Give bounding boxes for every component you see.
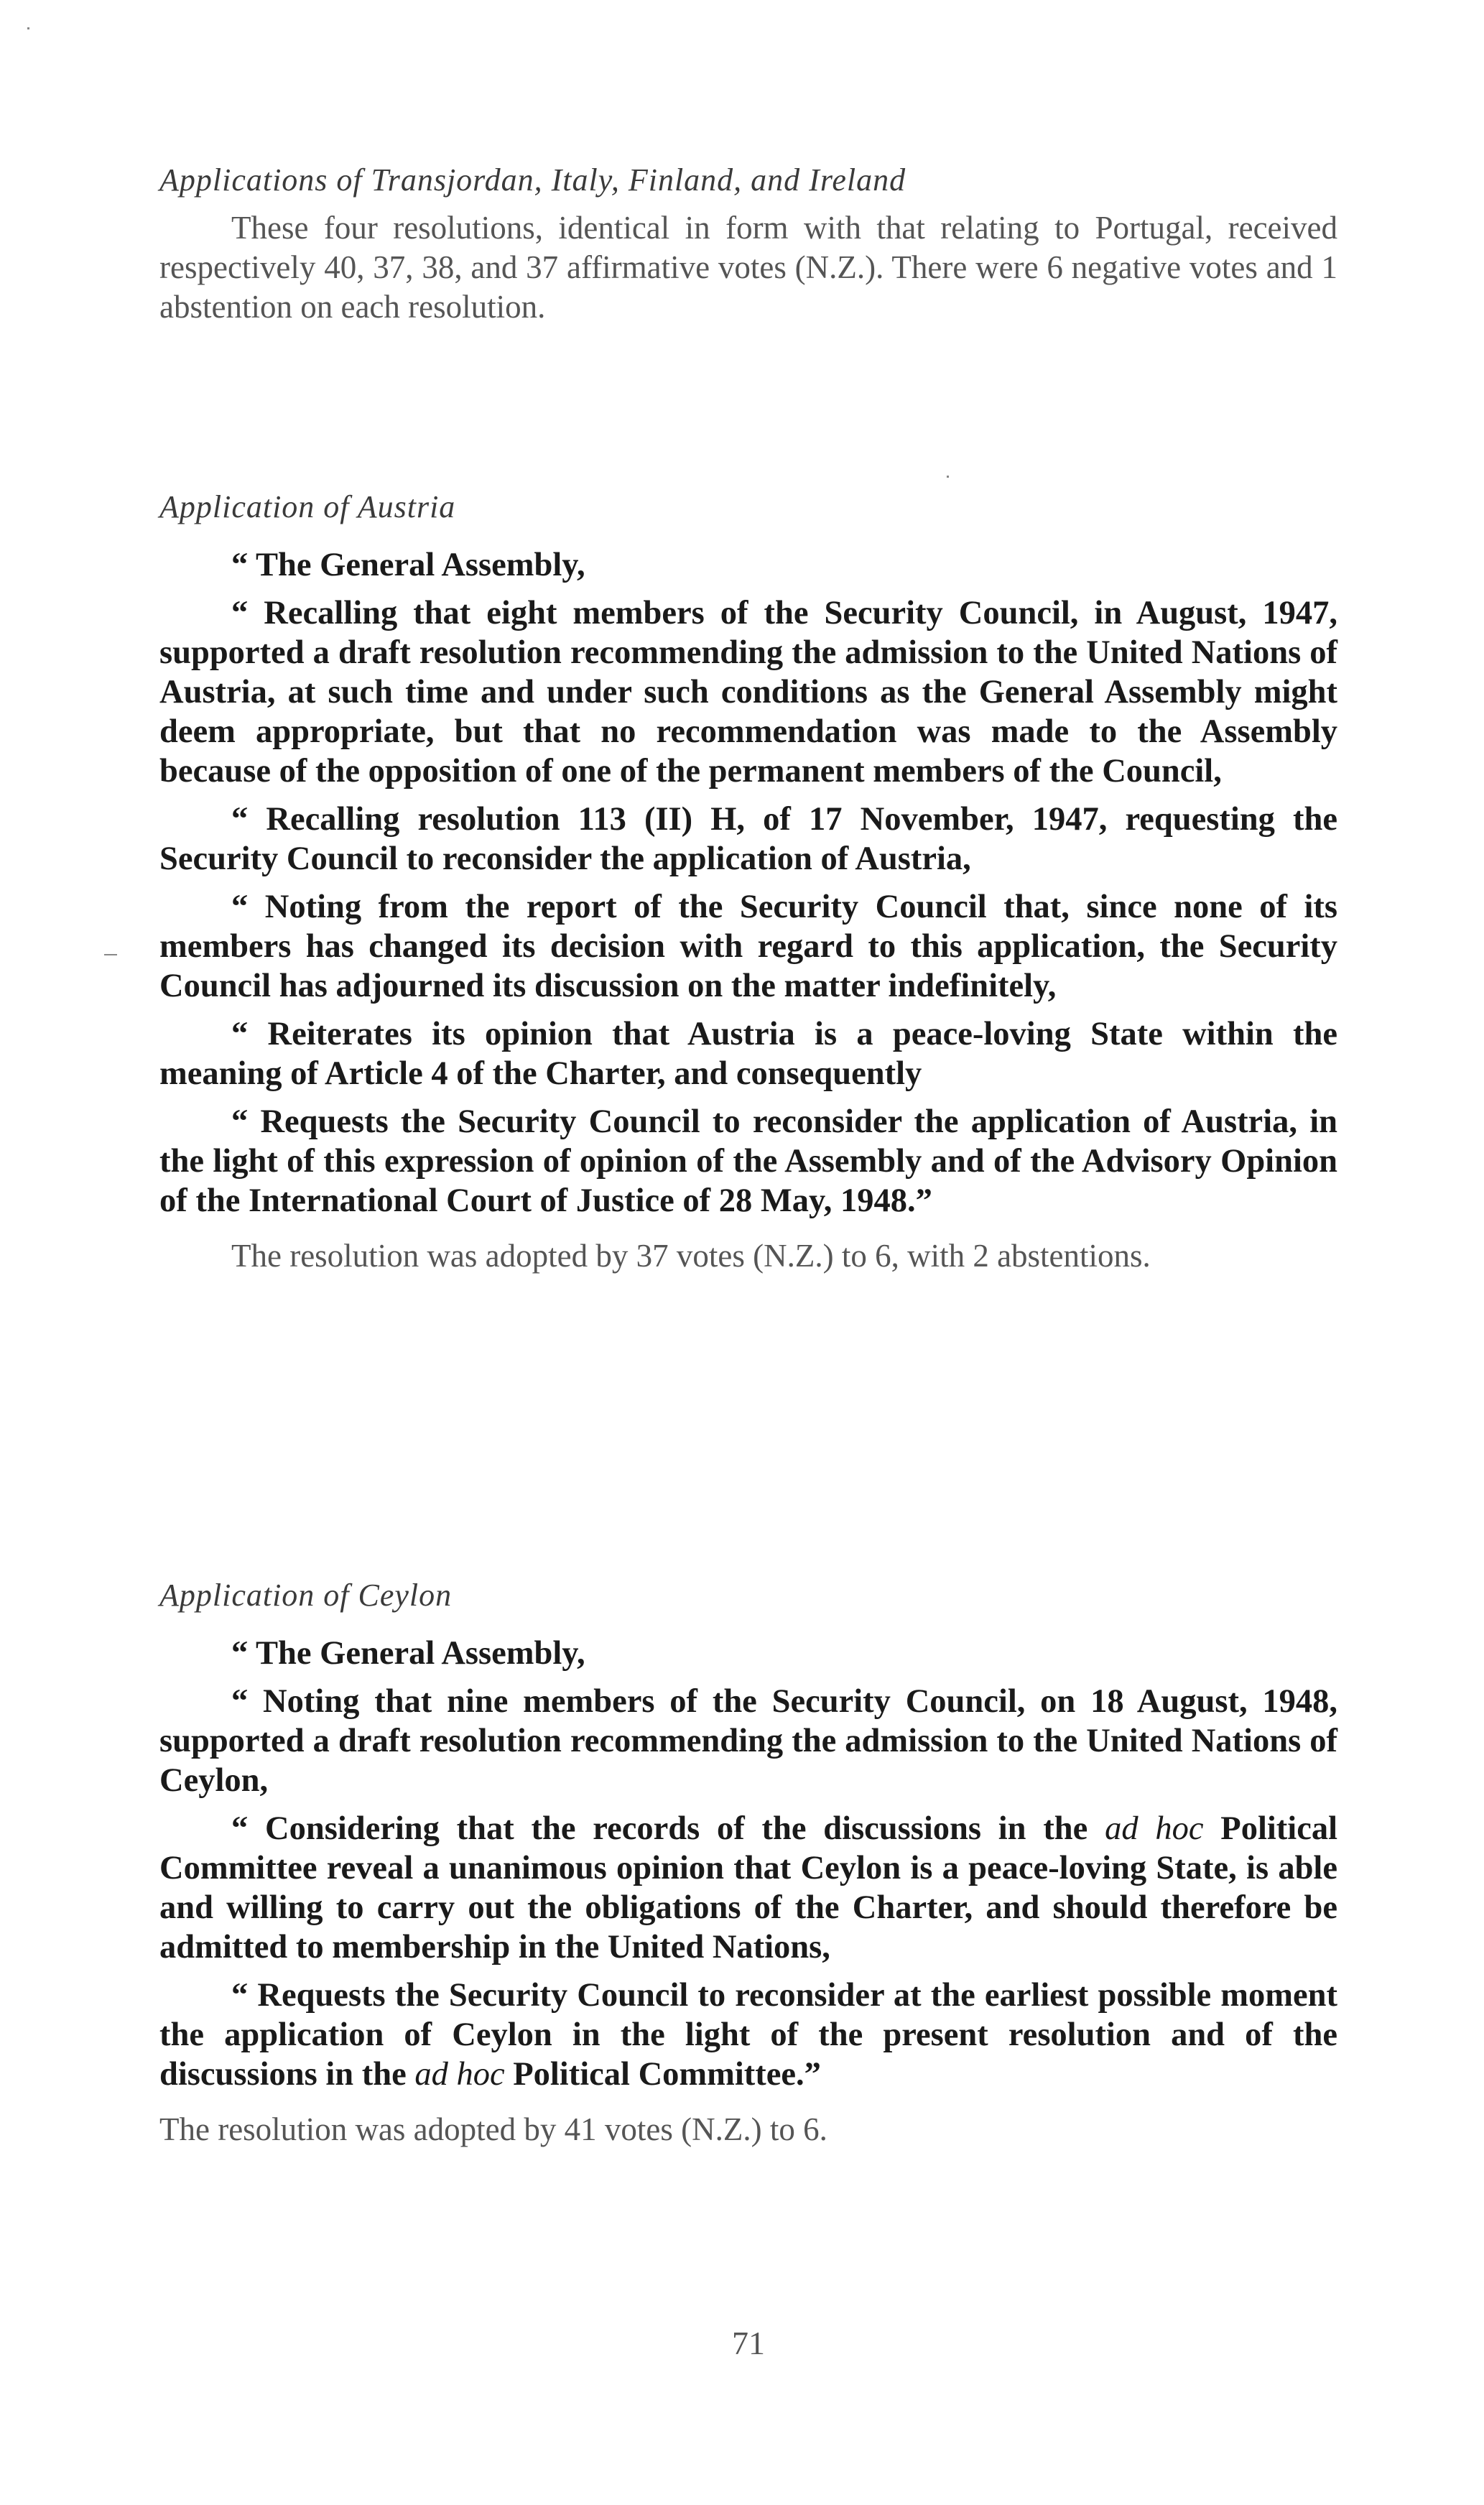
austria-opening: “ The General Assembly,	[231, 547, 585, 583]
scan-speck	[104, 954, 117, 955]
austria-paragraph: “ Recalling resolution 113 (II) H, of 17 November, 1947, requesting the Security Council to reconsider the application of Austria,	[159, 801, 1337, 877]
ceylon-paragraph: “ Noting that nine members of the Security Council, on 18 August, 1948, supported a draft resolution recommending the admission to the United Nations of Ceylon,	[159, 1683, 1337, 1799]
transjordan-section	[159, 162, 1337, 327]
page-number: 71	[732, 2325, 765, 2361]
ceylon-p2-text: “ Considering that the records of the discussions in the	[231, 1810, 1105, 1847]
scan-speck	[947, 476, 949, 478]
ceylon-paragraph	[159, 1809, 1337, 1967]
austria-paragraph: “ Noting from the report of the Security Council that, since none of its members has changed its decision with regard to this application, the Security Council has adjourned its discussion on the matter indefinitely,	[159, 889, 1337, 1004]
austria-section	[159, 489, 1337, 1276]
ceylon-paragraph	[159, 1976, 1337, 2094]
scan-speck	[27, 27, 29, 29]
section-heading-transjordan: Applications of Transjordan, Italy, Finland, and Ireland	[159, 162, 906, 198]
ceylon-p2-italic: ad hoc	[1105, 1810, 1204, 1847]
ceylon-result: The resolution was adopted by 41 votes (N.Z.) to 6.	[159, 2111, 827, 2147]
ceylon-p3-text-end: Political Committee.”	[504, 2056, 821, 2093]
ceylon-opening: “ The General Assembly,	[231, 1635, 585, 1672]
ceylon-p3-italic: ad hoc	[414, 2056, 505, 2093]
austria-paragraph: “ Recalling that eight members of the Security Council, in August, 1947, supported a draft resolution recommending the admission to the United Nations of Austria, at such time and under such conditions as the General Assembly might deem appropriate, but that no recommendation was made to the Assembly because of the opposition of one of the permanent members of the Council,	[159, 595, 1337, 790]
ceylon-p2-text-end: Political Committee reveal a unanimous opinion that Ceylon is a peace-loving State, is able and willing to carry out the obligations of the Charter, and should therefore be admitted to membership in the United Nations,	[159, 1810, 1337, 1965]
transjordan-body-text: These four resolutions, identical in form with that relating to Portugal, received respectively 40, 37, 38, and 37 affirmative votes (N.Z.). There were 6 negative votes and 1 abstention on each resolution.	[159, 210, 1337, 325]
ceylon-p3-text: “ Requests the Security Council to reconsider at the earliest possible moment the application of Ceylon in the light of the present resolution and of the discussions in the	[159, 1977, 1337, 2093]
section-heading-austria: Application of Austria	[159, 489, 456, 524]
section-heading-ceylon: Application of Ceylon	[159, 1578, 453, 1613]
austria-result: The resolution was adopted by 37 votes (N.Z.) to 6, with 2 abstentions.	[231, 1238, 1151, 1274]
austria-paragraph: “ Requests the Security Council to reconsider the application of Austria, in the light of this expression of opinion of the Assembly and of the Advisory Opinion of the International Court of Justice of 28 May, 1948.”	[159, 1103, 1337, 1219]
austria-paragraph: “ Reiterates its opinion that Austria is a peace-loving State within the meaning of Article 4 of the Charter, and consequently	[159, 1016, 1337, 1092]
ceylon-section	[159, 1577, 1337, 2149]
